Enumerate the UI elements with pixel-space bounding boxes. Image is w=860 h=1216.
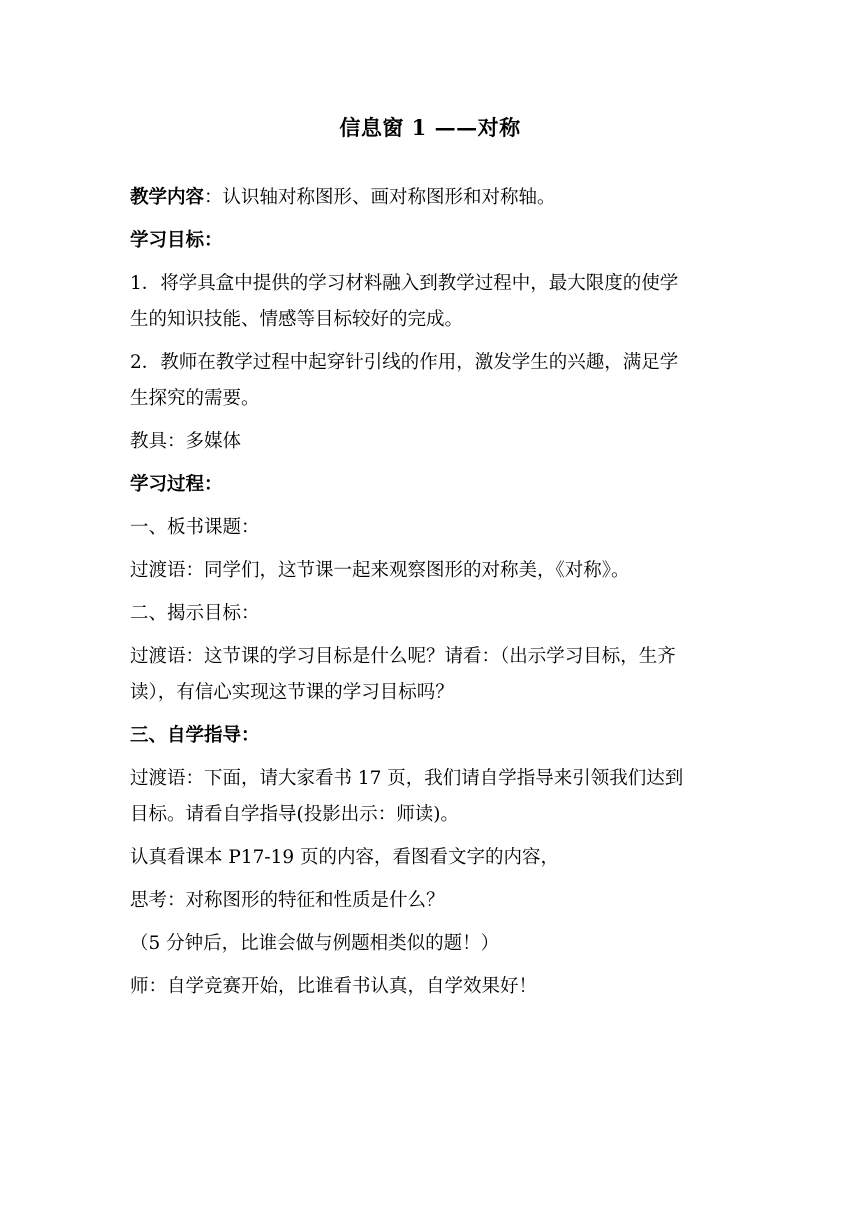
process-heading: 学习过程： <box>130 474 223 495</box>
goal-2-line-1: 2．教师在教学过程中起穿针引线的作用，激发学生的兴趣，满足学 <box>130 352 679 373</box>
teaching-content-paragraph <box>130 180 735 216</box>
section-1-text: 过渡语：同学们，这节课一起来观察图形的对称美，《对称》。 <box>130 560 630 581</box>
section-3-think-question: 思考：对称图形的特征和性质是什么？ <box>130 890 445 911</box>
section-3-read-instruction: 认真看课本 P17-19 页的内容，看图看文字的内容， <box>130 847 560 868</box>
section-3-paragraph <box>130 761 735 833</box>
goal-1-line-1: 1．将学具盒中提供的学习材料融入到教学过程中，最大限度的使学 <box>130 273 679 294</box>
section-1-heading: 一、板书课题： <box>130 517 260 538</box>
section-3-teacher-line: 师：自学竞赛开始，比谁看书认真，自学效果好！ <box>130 976 538 997</box>
teaching-content-text: ：认识轴对称图形、画对称图形和对称轴。 <box>204 187 556 208</box>
goals-heading: 学习目标： <box>130 230 223 251</box>
section-2-paragraph <box>130 639 735 711</box>
section-3-heading: 三、自学指导： <box>130 725 260 746</box>
tools-line: 教具：多媒体 <box>130 431 242 452</box>
goal-1-paragraph <box>130 266 735 338</box>
teaching-content-label: 教学内容 <box>130 187 205 208</box>
section-2-line-1: 过渡语：这节课的学习目标是什么呢？请看：（出示学习目标，生齐 <box>130 646 676 667</box>
document-body <box>130 180 735 1012</box>
section-2-line-2: 读），有信心实现这节课的学习目标吗？ <box>130 682 454 703</box>
section-3-note: （5 分钟后，比谁会做与例题相类似的题！） <box>130 933 500 954</box>
section-3-line-2: 目标。请看自学指导(投影出示：师读)。 <box>130 804 459 825</box>
page-title: 信息窗 1 ——对称 <box>339 115 521 140</box>
goal-1-line-2: 生的知识技能、情感等目标较好的完成。 <box>130 309 464 330</box>
section-3-line-1: 过渡语：下面，请大家看书 17 页，我们请自学指导来引领我们达到 <box>130 768 684 789</box>
section-2-heading: 二、揭示目标： <box>130 603 260 624</box>
goal-2-paragraph <box>130 345 735 417</box>
goal-2-line-2: 生探究的需要。 <box>130 388 260 409</box>
